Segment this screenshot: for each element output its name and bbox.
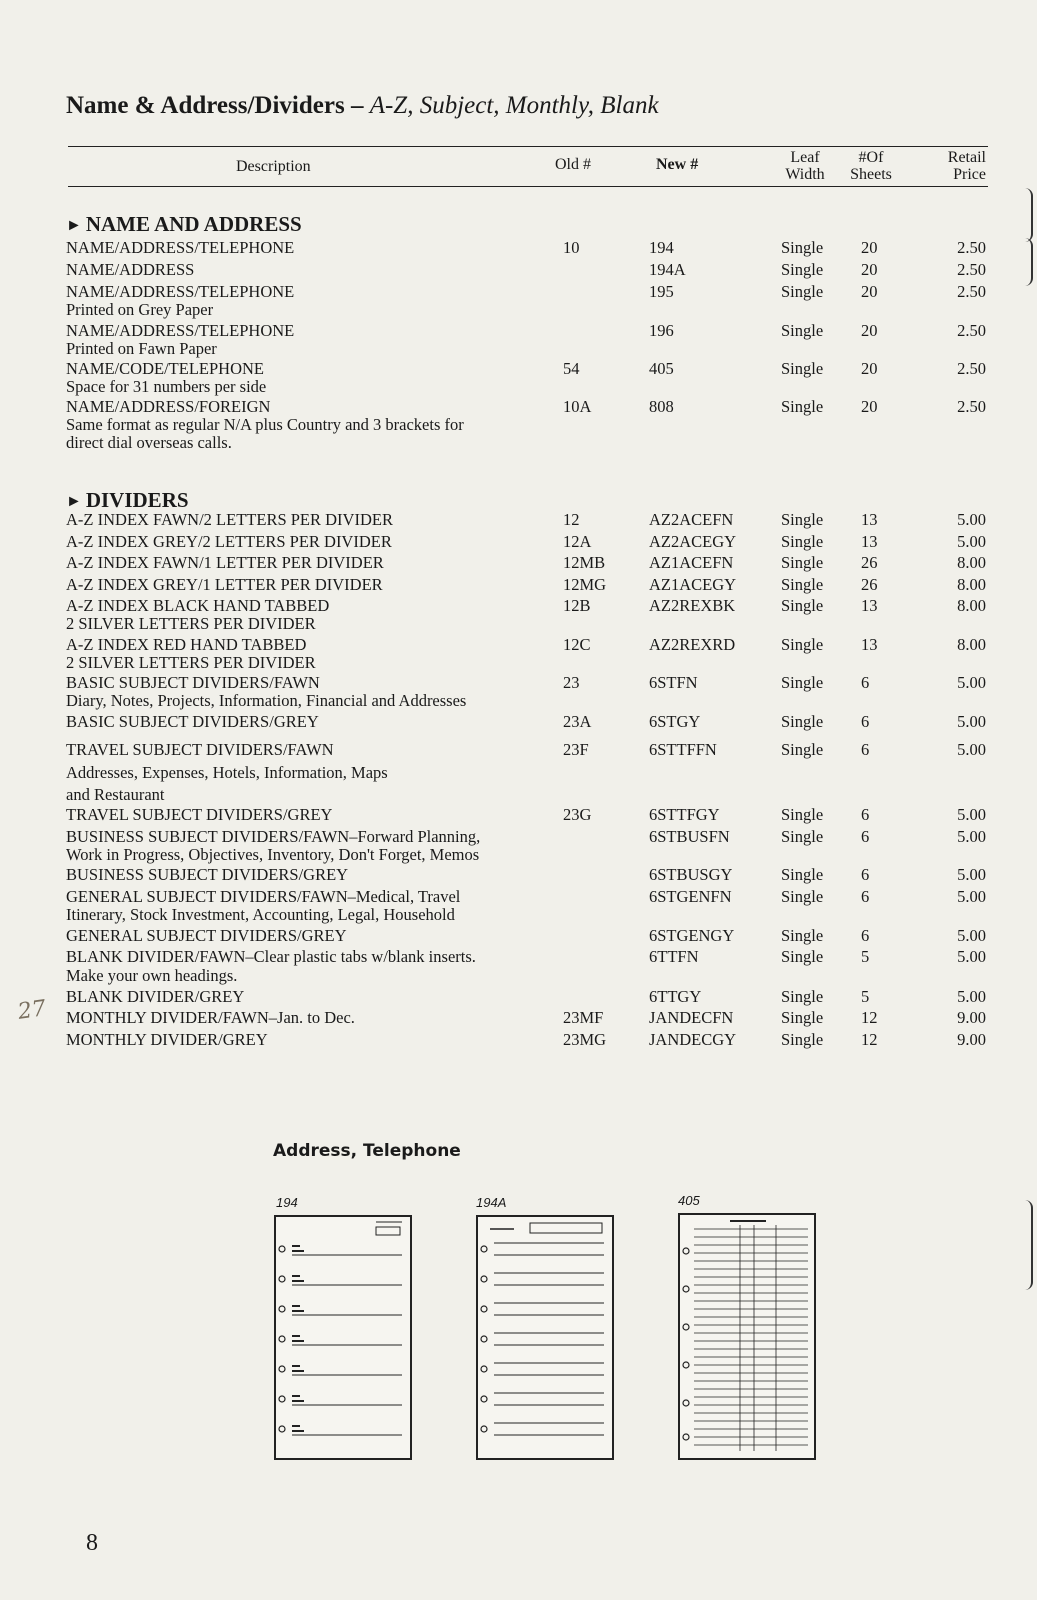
header-rule-bottom bbox=[68, 186, 988, 187]
row-retail-price: 5.00 bbox=[957, 947, 986, 966]
row-old-number: 23 bbox=[563, 673, 580, 692]
row-description: Printed on Fawn Paper bbox=[66, 339, 217, 358]
row-leaf-width: Single bbox=[781, 282, 824, 301]
row-description: Work in Progress, Objectives, Inventory, Don't Forget, Memos bbox=[66, 845, 480, 864]
row-description: A-Z INDEX FAWN/1 LETTER PER DIVIDER bbox=[66, 553, 384, 572]
figure-label-194: 194 bbox=[276, 1195, 298, 1210]
row-description: 2 SILVER LETTERS PER DIVIDER bbox=[66, 653, 316, 672]
row-retail-price: 5.00 bbox=[957, 865, 986, 884]
row-retail-price: 5.00 bbox=[957, 987, 986, 1006]
row-leaf-width: Single bbox=[781, 397, 824, 416]
row-old-number: 54 bbox=[563, 359, 580, 378]
telephone-leaf-icon bbox=[680, 1215, 814, 1458]
row-new-number: 6STFN bbox=[649, 673, 698, 692]
row-leaf-width: Single bbox=[781, 1030, 824, 1049]
row-leaf-width: Single bbox=[781, 238, 824, 257]
row-new-number: 6STBUSFN bbox=[649, 827, 730, 846]
row-retail-price: 5.00 bbox=[957, 805, 986, 824]
row-leaf-width: Single bbox=[781, 321, 824, 340]
row-sheet-count: 5 bbox=[861, 947, 870, 966]
row-description: 2 SILVER LETTERS PER DIVIDER bbox=[66, 614, 316, 633]
row-leaf-width: Single bbox=[781, 827, 824, 846]
row-retail-price: 5.00 bbox=[957, 926, 986, 945]
row-new-number: 405 bbox=[649, 359, 674, 378]
row-sheet-count: 20 bbox=[861, 238, 878, 257]
row-description: BLANK DIVIDER/FAWN–Clear plastic tabs w/blank inserts. bbox=[66, 947, 476, 966]
row-new-number: 6TTGY bbox=[649, 987, 702, 1006]
binder-edge-mark bbox=[1023, 238, 1033, 286]
row-retail-price: 8.00 bbox=[957, 553, 986, 572]
leaf-illustration-194 bbox=[274, 1215, 412, 1460]
row-new-number: AZ2REXRD bbox=[649, 635, 736, 654]
row-old-number: 23MG bbox=[563, 1030, 607, 1049]
row-description: BUSINESS SUBJECT DIVIDERS/FAWN–Forward Planning, bbox=[66, 827, 481, 846]
row-description: A-Z INDEX GREY/1 LETTER PER DIVIDER bbox=[66, 575, 383, 594]
row-description: A-Z INDEX RED HAND TABBED bbox=[66, 635, 307, 654]
column-header-leaf-width: Leaf Width bbox=[785, 149, 825, 183]
row-retail-price: 5.00 bbox=[957, 740, 986, 759]
triangle-icon: ► bbox=[66, 217, 82, 234]
row-old-number: 12B bbox=[563, 596, 591, 615]
row-leaf-width: Single bbox=[781, 575, 824, 594]
row-new-number: JANDECGY bbox=[649, 1030, 737, 1049]
row-old-number: 12A bbox=[563, 532, 592, 551]
row-old-number: 23G bbox=[563, 805, 592, 824]
row-leaf-width: Single bbox=[781, 987, 824, 1006]
row-new-number: 6STGY bbox=[649, 712, 701, 731]
row-leaf-width: Single bbox=[781, 805, 824, 824]
row-new-number: AZ2REXBK bbox=[649, 596, 736, 615]
row-description: GENERAL SUBJECT DIVIDERS/FAWN–Medical, Travel bbox=[66, 887, 461, 906]
row-new-number: 196 bbox=[649, 321, 674, 340]
row-sheet-count: 13 bbox=[861, 635, 878, 654]
row-sheet-count: 12 bbox=[861, 1008, 878, 1027]
row-sheet-count: 12 bbox=[861, 1030, 878, 1049]
row-description: Same format as regular N/A plus Country and 3 brackets for bbox=[66, 415, 464, 434]
row-leaf-width: Single bbox=[781, 1008, 824, 1027]
row-sheet-count: 6 bbox=[861, 827, 870, 846]
row-description: BASIC SUBJECT DIVIDERS/GREY bbox=[66, 712, 319, 731]
row-description: Make your own headings. bbox=[66, 966, 238, 985]
row-sheet-count: 6 bbox=[861, 712, 870, 731]
row-retail-price: 8.00 bbox=[957, 596, 986, 615]
row-retail-price: 9.00 bbox=[957, 1008, 986, 1027]
row-old-number: 23F bbox=[563, 740, 589, 759]
row-sheet-count: 6 bbox=[861, 926, 870, 945]
row-retail-price: 5.00 bbox=[957, 712, 986, 731]
row-old-number: 12MG bbox=[563, 575, 607, 594]
row-new-number: 6STTFGY bbox=[649, 805, 720, 824]
row-sheet-count: 20 bbox=[861, 260, 878, 279]
column-header-new: New # bbox=[656, 156, 699, 173]
row-sheet-count: 20 bbox=[861, 397, 878, 416]
row-description: TRAVEL SUBJECT DIVIDERS/GREY bbox=[66, 805, 333, 824]
row-retail-price: 9.00 bbox=[957, 1030, 986, 1049]
row-new-number: AZ1ACEGY bbox=[649, 575, 737, 594]
row-sheet-count: 20 bbox=[861, 321, 878, 340]
row-new-number: 194A bbox=[649, 260, 686, 279]
row-description: MONTHLY DIVIDER/GREY bbox=[66, 1030, 268, 1049]
row-leaf-width: Single bbox=[781, 947, 824, 966]
row-sheet-count: 20 bbox=[861, 359, 878, 378]
row-sheet-count: 6 bbox=[861, 673, 870, 692]
figure-title: Address, Telephone bbox=[273, 1141, 461, 1161]
row-retail-price: 5.00 bbox=[957, 532, 986, 551]
row-new-number: AZ2ACEGY bbox=[649, 532, 737, 551]
row-leaf-width: Single bbox=[781, 887, 824, 906]
row-new-number: 6STBUSGY bbox=[649, 865, 733, 884]
row-description: BASIC SUBJECT DIVIDERS/FAWN bbox=[66, 673, 320, 692]
row-description: MONTHLY DIVIDER/FAWN–Jan. to Dec. bbox=[66, 1008, 355, 1027]
row-leaf-width: Single bbox=[781, 532, 824, 551]
row-new-number: 6STGENGY bbox=[649, 926, 735, 945]
header-rule-top bbox=[68, 146, 988, 147]
row-description: GENERAL SUBJECT DIVIDERS/GREY bbox=[66, 926, 347, 945]
row-new-number: 6STGENFN bbox=[649, 887, 732, 906]
row-retail-price: 2.50 bbox=[957, 321, 986, 340]
row-sheet-count: 13 bbox=[861, 596, 878, 615]
row-description: NAME/ADDRESS/TELEPHONE bbox=[66, 282, 295, 301]
row-sheet-count: 13 bbox=[861, 510, 878, 529]
row-leaf-width: Single bbox=[781, 712, 824, 731]
row-retail-price: 5.00 bbox=[957, 887, 986, 906]
row-old-number: 23A bbox=[563, 712, 592, 731]
row-description: direct dial overseas calls. bbox=[66, 433, 232, 452]
row-new-number: 808 bbox=[649, 397, 674, 416]
row-retail-price: 2.50 bbox=[957, 260, 986, 279]
row-description: Space for 31 numbers per side bbox=[66, 377, 267, 396]
row-retail-price: 2.50 bbox=[957, 359, 986, 378]
row-sheet-count: 6 bbox=[861, 740, 870, 759]
row-sheet-count: 6 bbox=[861, 887, 870, 906]
row-sheet-count: 6 bbox=[861, 805, 870, 824]
binder-edge-mark bbox=[1023, 188, 1033, 242]
row-retail-price: 5.00 bbox=[957, 673, 986, 692]
row-leaf-width: Single bbox=[781, 260, 824, 279]
row-new-number: AZ2ACEFN bbox=[649, 510, 734, 529]
row-leaf-width: Single bbox=[781, 740, 824, 759]
row-leaf-width: Single bbox=[781, 673, 824, 692]
row-new-number: AZ1ACEFN bbox=[649, 553, 734, 572]
row-retail-price: 2.50 bbox=[957, 397, 986, 416]
row-old-number: 10 bbox=[563, 238, 580, 257]
page-title: Name & Address/Dividers – A-Z, Subject, Monthly, Blank bbox=[66, 92, 659, 119]
row-leaf-width: Single bbox=[781, 635, 824, 654]
address-leaf-icon bbox=[276, 1217, 410, 1458]
row-leaf-width: Single bbox=[781, 359, 824, 378]
row-retail-price: 8.00 bbox=[957, 635, 986, 654]
row-description: NAME/CODE/TELEPHONE bbox=[66, 359, 264, 378]
row-retail-price: 8.00 bbox=[957, 575, 986, 594]
binder-edge-mark bbox=[1023, 1200, 1033, 1290]
row-new-number: 6STTFFN bbox=[649, 740, 717, 759]
row-description: NAME/ADDRESS/TELEPHONE bbox=[66, 238, 295, 257]
row-new-number: 195 bbox=[649, 282, 674, 301]
row-old-number: 23MF bbox=[563, 1008, 604, 1027]
row-description: Printed on Grey Paper bbox=[66, 300, 214, 319]
column-header-old: Old # bbox=[555, 156, 591, 173]
row-description: A-Z INDEX GREY/2 LETTERS PER DIVIDER bbox=[66, 532, 392, 551]
page-number: 8 bbox=[86, 1530, 98, 1556]
row-description: NAME/ADDRESS bbox=[66, 260, 195, 279]
row-description: TRAVEL SUBJECT DIVIDERS/FAWN bbox=[66, 740, 334, 759]
handwritten-note: 27 bbox=[16, 996, 48, 1025]
row-leaf-width: Single bbox=[781, 553, 824, 572]
row-sheet-count: 26 bbox=[861, 575, 878, 594]
row-retail-price: 5.00 bbox=[957, 827, 986, 846]
leaf-illustration-405 bbox=[678, 1213, 816, 1460]
row-description: NAME/ADDRESS/FOREIGN bbox=[66, 397, 271, 416]
row-description: and Restaurant bbox=[66, 785, 165, 804]
row-retail-price: 2.50 bbox=[957, 238, 986, 257]
column-header-sheets: #Of Sheets bbox=[850, 149, 892, 183]
figure-label-194a: 194A bbox=[476, 1195, 507, 1210]
row-sheet-count: 20 bbox=[861, 282, 878, 301]
row-new-number: 194 bbox=[649, 238, 674, 257]
row-description: Itinerary, Stock Investment, Accounting, Legal, Household bbox=[66, 905, 455, 924]
row-sheet-count: 26 bbox=[861, 553, 878, 572]
triangle-icon: ► bbox=[66, 493, 82, 510]
row-description: NAME/ADDRESS/TELEPHONE bbox=[66, 321, 295, 340]
row-description: BUSINESS SUBJECT DIVIDERS/GREY bbox=[66, 865, 349, 884]
row-retail-price: 5.00 bbox=[957, 510, 986, 529]
column-header-price: Retail Price bbox=[947, 149, 986, 183]
row-old-number: 12 bbox=[563, 510, 580, 529]
row-description: Addresses, Expenses, Hotels, Information, Maps bbox=[66, 763, 388, 782]
section-heading-dividers: ► DIVIDERS bbox=[66, 488, 189, 512]
row-retail-price: 2.50 bbox=[957, 282, 986, 301]
row-sheet-count: 6 bbox=[861, 865, 870, 884]
row-description: A-Z INDEX FAWN/2 LETTERS PER DIVIDER bbox=[66, 510, 393, 529]
row-old-number: 12MB bbox=[563, 553, 606, 572]
row-description: Diary, Notes, Projects, Information, Financial and Addresses bbox=[66, 691, 467, 710]
column-header-description: Description bbox=[236, 158, 311, 175]
row-leaf-width: Single bbox=[781, 510, 824, 529]
row-sheet-count: 5 bbox=[861, 987, 870, 1006]
row-old-number: 12C bbox=[563, 635, 591, 654]
leaf-illustration-194a bbox=[476, 1215, 614, 1460]
section-heading-name-address: ► NAME AND ADDRESS bbox=[66, 212, 302, 236]
row-description: A-Z INDEX BLACK HAND TABBED bbox=[66, 596, 330, 615]
row-new-number: 6TTFN bbox=[649, 947, 699, 966]
row-leaf-width: Single bbox=[781, 865, 824, 884]
row-sheet-count: 13 bbox=[861, 532, 878, 551]
row-description: BLANK DIVIDER/GREY bbox=[66, 987, 245, 1006]
row-new-number: JANDECFN bbox=[649, 1008, 734, 1027]
row-leaf-width: Single bbox=[781, 926, 824, 945]
row-leaf-width: Single bbox=[781, 596, 824, 615]
row-old-number: 10A bbox=[563, 397, 592, 416]
figure-label-405: 405 bbox=[678, 1193, 700, 1208]
address-leaf-icon bbox=[478, 1217, 612, 1458]
